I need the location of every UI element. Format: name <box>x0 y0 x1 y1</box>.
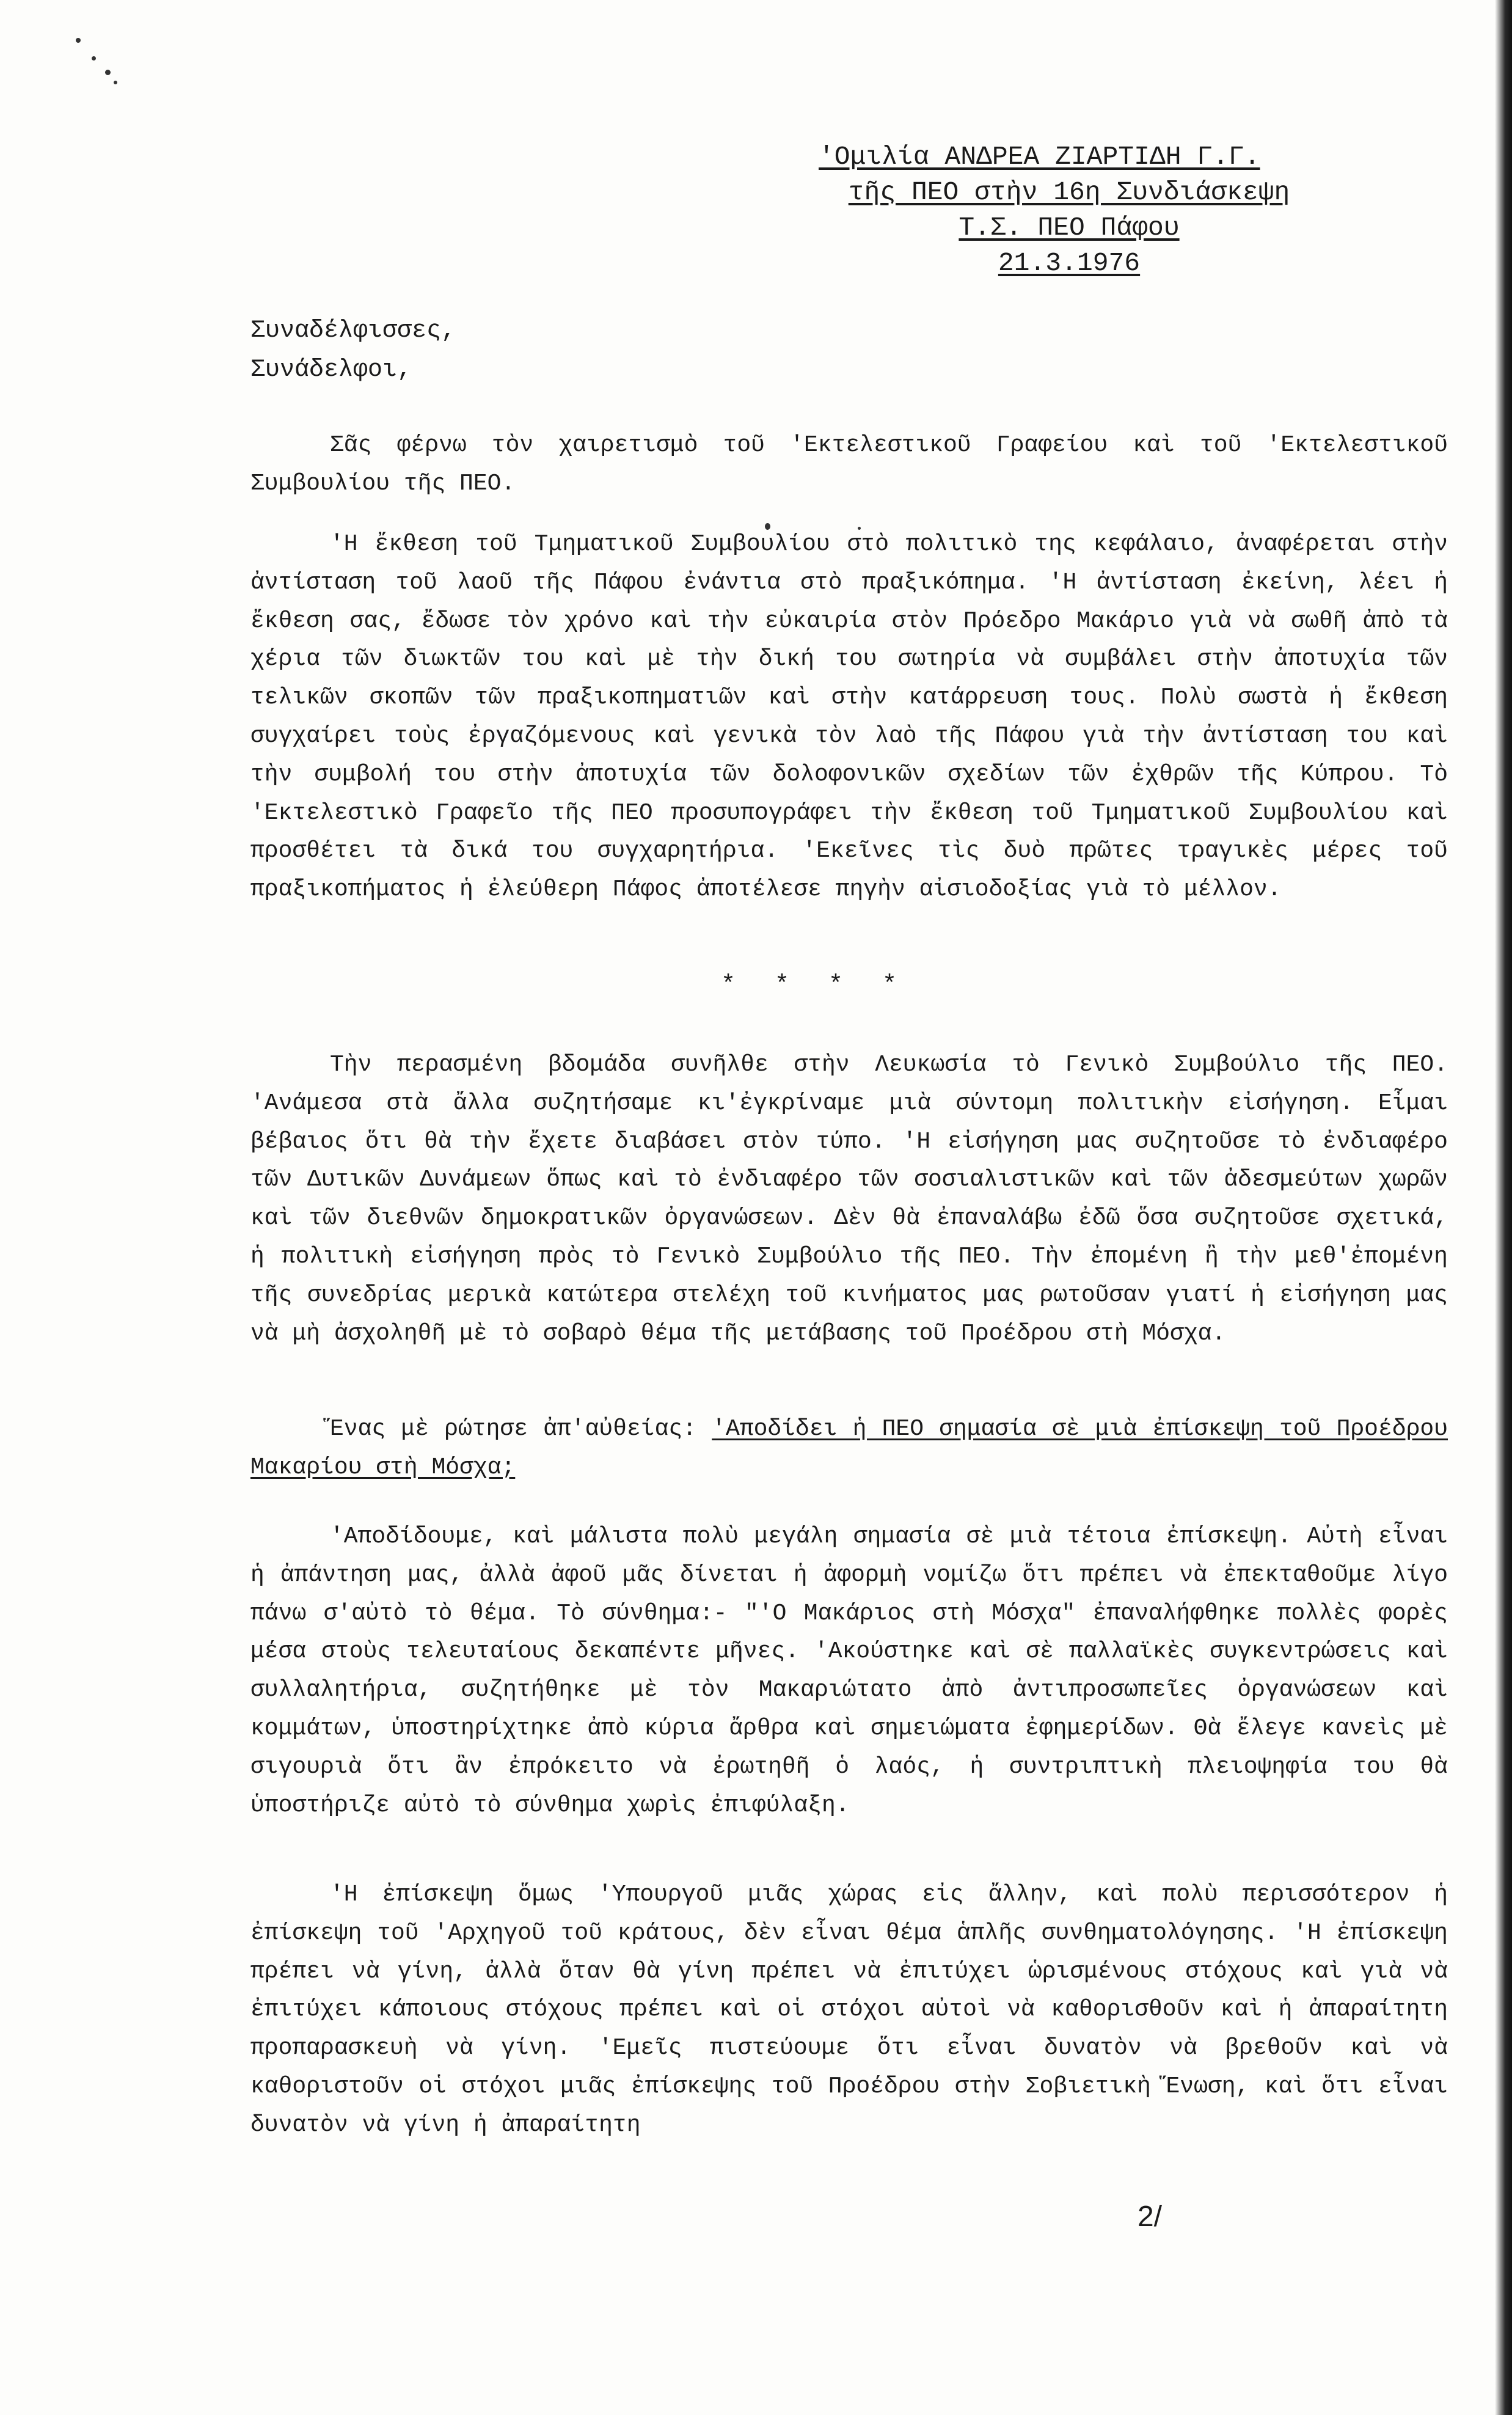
question-text: 'Αποδίδει ἡ ΠΕΟ σημασία σὲ μιὰ ἐπίσκεψη τοῦ Προέδρου Μακαρίου στὴ Μόσχα; <box>250 1416 1448 1481</box>
paragraph-resistance: 'Η ἔκθεση τοῦ Τμηματικοῦ Συμβουλίου στὸ πολιτικὸ της κεφάλαιο, ἀναφέρεται στὴν ἀντίσταση τοῦ λαοῦ τῆς Πάφου ἐνάντια στὸ πραξικόπημα. 'Η ἀντίσταση ἐκείνη, λέει ἡ ἔκθεση σας, ἔδωσε τὸν χρόνο καὶ τὴν εὐκαιρία στὸν Πρόεδρο Μακάριο γιὰ νὰ σωθῆ ἀπὸ τὰ χέρια τῶν διωκτῶν του καὶ μὲ τὴν δική του σωτηρία νὰ συμβάλει στὴν ἀποτυχία τῶν τελικῶν σκοπῶν τῶν πραξικοπηματιῶν καὶ στὴν κατάρρευση τους. Πολὺ σωστὰ ἡ ἔκθεση συγχαίρει τοὺς ἐργαζόμενους καὶ γενικὰ τὸν λαὸ τῆς Πάφου γιὰ τὴν ἀντίσταση του καὶ τὴν συμβολή του στὴν ἀποτυχία τῶν δολοφονικῶν σχεδίων τῶν ἐχθρῶν τῆς Κύπρου. Τὸ 'Εκτελεστικὸ Γραφεῖο τῆς ΠΕΟ προσυπογράφει τὴν ἔκθεση τοῦ Τμηματικοῦ Συμβουλίου καὶ προσθέτει τὰ δικά του συγχαρητήρια. 'Εκεῖνες τὶς δυὸ πρῶτες τραγικὲς μέρες τοῦ πραξικοπήματος ἡ ἐλεύθερη Πάφος ἀποτέλεσε πηγὴν αἰσιοδοξίας γιὰ τὸ μέλλον. <box>250 531 1448 903</box>
salutation <box>250 312 456 390</box>
paragraph-answer: 'Αποδίδουμε, καὶ μάλιστα πολὺ μεγάλη σημασία σὲ μιὰ τέτοια ἐπίσκεψη. Αὐτὴ εἶναι ἡ ἀπάντηση μας, ἀλλὰ ἀφοῦ μᾶς δίνεται ἡ ἀφορμὴ νομίζω ὅτι πρέπει νὰ ἐπεκταθοῦμε λίγο πάνω σ'αὐτὸ τὸ θέμα. Τὸ σύνθημα:- "'Ο Μακάριος στὴ Μόσχα" ἐπαναλήφθηκε πολλὲς φορὲς μέσα στοὺς τελευταίους δεκαπέντε μῆνες. 'Ακούστηκε καὶ σὲ παλλαϊκὲς συγκεντρώσεις καὶ συλλαλητήρια, συζητήθηκε μὲ τὸν Μακαριώτατο ἀπὸ ἀντιπροσωπεῖες ὀργανώσεων καὶ κομμάτων, ὑποστηρίχτηκε ἀπὸ κύρια ἄρθρα καὶ σημειώματα ἐφημερίδων. Θὰ ἔλεγε κανεὶς μὲ σιγουριὰ ὅτι ἂν ἐπρόκειτο νὰ ἐρωτηθῆ ὁ λαός, ἡ συντριπτικὴ πλειοψηφία του θὰ ὑποστήριζε αὐτὸ τὸ σύνθημα χωρὶς ἐπιφύλαξη. <box>250 1523 1448 1819</box>
section-separator: * * * * <box>721 972 910 999</box>
question-intro: Ἕνας μὲ ρώτησε ἀπ'αὐθείας: <box>330 1416 697 1442</box>
salutation-line-2: Συνάδελφοι, <box>250 356 412 384</box>
paragraph-visit: 'Η ἐπίσκεψη ὅμως 'Υπουργοῦ μιᾶς χώρας εἰς ἄλλην, καὶ πολὺ περισσότερον ἡ ἐπίσκεψη τοῦ 'Αρχηγοῦ τοῦ κράτους, δὲν εἶναι θέμα ἁπλῆς συνθηματολόγησης. 'Η ἐπίσκεψη πρέπει νὰ γίνη, ἀλλὰ ὅταν θὰ γίνη πρέπει νὰ ἐπιτύχει ὡρισμένους στόχους καὶ γιὰ νὰ ἐπιτύχει κάποιους στόχους πρέπει καὶ οἱ στόχοι αὐτοὶ νὰ καθορισθοῦν καὶ ἡ ἀπαραίτητη προπαρασκευὴ νὰ γίνη. 'Εμεῖς πιστεύουμε ὅτι εἶναι δυνατὸν νὰ βρεθοῦν καὶ νὰ καθοριστοῦν οἱ στόχοι μιᾶς ἐπίσκεψης τοῦ Προέδρου στὴν Σοβιετικὴ Ἕνωση, καὶ ὅτι εἶναι δυνατὸν νὰ γίνη ἡ ἀπαραίτητη <box>250 1882 1448 2138</box>
salutation-line-1: Συναδέλφισσες, <box>250 317 456 345</box>
header-event-line: τῆς ΠΕΟ στὴν 16η Συνδιάσκεψη <box>848 177 1290 207</box>
page-number: 2/ <box>1138 2201 1163 2233</box>
paragraph-greeting: Σᾶς φέρνω τὸν χαιρετισμὸ τοῦ 'Εκτελεστικοῦ Γραφείου καὶ τοῦ 'Εκτελεστικοῦ Συμβουλίου τῆς ΠΕΟ. <box>250 432 1448 497</box>
header-speaker-line: 'Ομιλία ΑΝΔΡΕΑ ΖΙΑΡΤΙΔΗ Γ.Γ. <box>819 142 1260 172</box>
scan-border <box>1495 0 1512 2415</box>
header-date: 21.3.1976 <box>998 248 1141 278</box>
header-branch-line: Τ.Σ. ΠΕΟ Πάφου <box>959 213 1180 243</box>
paragraph-question <box>250 1410 1448 1487</box>
paragraph-general-council: Τὴν περασμένη βδομάδα συνῆλθε στὴν Λευκωσία τὸ Γενικὸ Συμβούλιο τῆς ΠΕΟ. 'Ανάμεσα στὰ ἄλλα συζητήσαμε κι'ἐγκρίναμε μιὰ σύντομη πολιτικὴν εἰσήγηση. Εἶμαι βέβαιος ὅτι θὰ τὴν ἔχετε διαβάσει στὸν τύπο. 'Η εἰσήγηση μας συζητοῦσε τὸ ἐνδιαφέρο τῶν Δυτικῶν Δυνάμεων ὅπως καὶ τὸ ἐνδιαφέρο τῶν σοσιαλιστικῶν καὶ τῶν ἀδεσμεύτων χωρῶν καὶ τῶν διεθνῶν δημοκρατικῶν ὀργανώσεων. Δὲν θὰ ἐπαναλάβω ἐδῶ ὅσα συζητοῦσε σχετικά, ἡ πολιτικὴ εἰσήγηση πρὸς τὸ Γενικὸ Συμβούλιο τῆς ΠΕΟ. Τὴν ἐπομένη ἢ τὴν μεθ'ἐπομένη τῆς συνεδρίας μερικὰ κατώτερα στελέχη τοῦ κινήματος μας ρωτοῦσαν γιατί ἡ εἰσήγηση μας νὰ μὴ ἀσχοληθῆ μὲ τὸ σοβαρὸ θέμα τῆς μετάβασης τοῦ Προέδρου στὴ Μόσχα. <box>250 1052 1448 1347</box>
document-header <box>819 139 1320 281</box>
